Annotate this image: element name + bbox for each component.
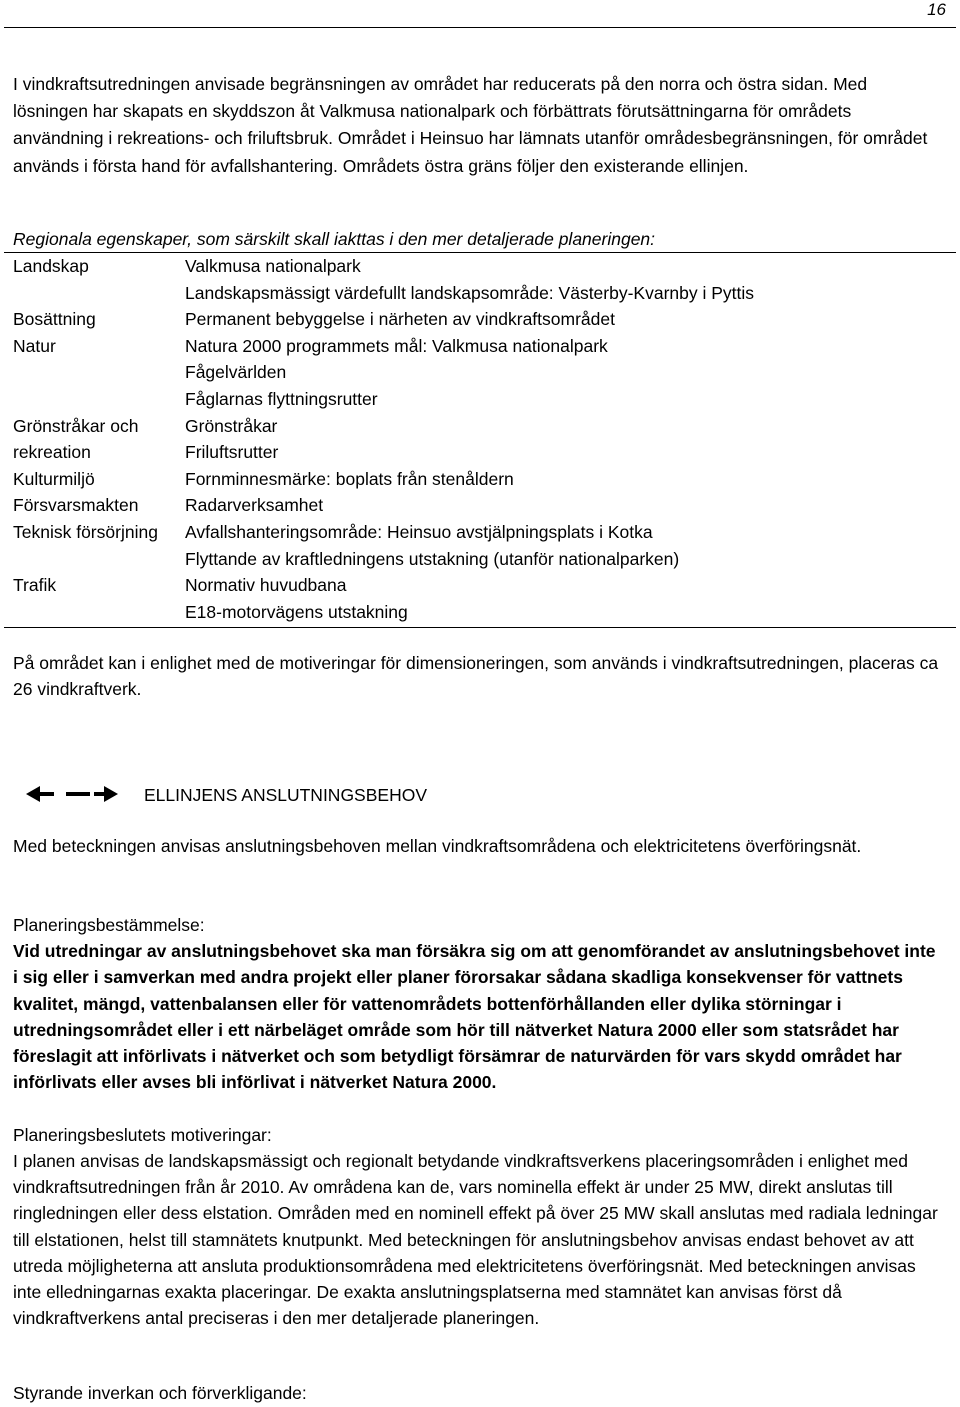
row-value: Landskapsmässigt värdefullt landskapsområde: Västerby-Kvarnby i Pyttis	[185, 282, 755, 303]
motivation-heading: Planeringsbeslutets motiveringar:	[13, 1125, 272, 1145]
table-row	[4, 413, 956, 466]
row-category: Bosättning	[13, 309, 96, 330]
row-value: Permanent bebyggelse i närheten av vindkraftsområdet	[185, 309, 615, 330]
row-value: Fåglarnas flyttningsrutter	[185, 388, 378, 409]
row-values	[185, 306, 956, 333]
row-category: Trafik	[13, 575, 57, 596]
row-values	[185, 333, 956, 413]
row-value: Fornminnesmärke: boplats från stenåldern	[185, 468, 514, 489]
row-value: Grönstråkar	[185, 415, 278, 436]
planning-regulation-text: Vid utredningar av anslutningsbehovet ska man försäkra sig om att genomförandet av anslutningsbehovet inte i sig eller i samverkan med andra projekt eller planer förorsakar sådana skadliga konsekvenser för vattnets kvalitet, mängd, vattenbalansen eller för vattenområdets bottenförhållanden eller dylika störningar i utredningsområdet eller i ett närbeläget område som hör till nätverket Natura 2000 eller som statsrådet har föreslagit att införlivats i nätverket och som betydligt försämrar de naturvärden för vars skydd området har införlivats eller avses bli införlivat i nätverket Natura 2000.	[13, 941, 936, 1093]
header-rule	[4, 27, 956, 28]
row-category: Försvarsmakten	[13, 495, 139, 516]
steering-heading: Styrande inverkan och förverkligande:	[13, 1383, 307, 1403]
intro-paragraph: I vindkraftsutredningen anvisade begränsningen av området har reducerats på den norra och östra sidan. Med lösningen har skapats en skyddszon åt Valkmusa nationalpark och förbättrats förutsättningarna för områdets användning i rekreations- och friluftsbruk. Området i Heinsuo har lämnats utanför områdesbegränsningen, för området används i första hand för avfallshantering. Områdets östra gräns följer den existerande ellinjen.	[13, 74, 928, 176]
row-category: Grönstråkar och rekreation	[13, 415, 139, 463]
row-values	[185, 519, 956, 572]
row-value: E18-motorvägens utstakning	[185, 601, 408, 622]
table-row	[4, 466, 956, 493]
motivation-text: I planen anvisas de landskapsmässigt och regionalt betydande vindkraftsverkens placeringsområden i enlighet med vindkraftsutredningen från år 2010. Av områdena kan de, vars nominella effekt är under 25 MW, direkt anslutas till ringledningen eller dess elstation. Områden med en nominell effekt på över 25 MW skall anslutas med radiala ledningar till elstationen, helst till stamnätets knutpunkt. Med beteckningen för anslutningsbehov anvisas endast behovet av att utreda möjligheterna att ansluta produktionsområdena med elektricitetens överföringsnät. Med beteckningen anvisas inte elledningarnas exakta placeringar. De exakta anslutningsplatserna med stamnätet kan anvisas först då vindkraftverkens antal preciseras i den mer detaljerade planeringen.	[13, 1151, 938, 1329]
row-value: Radarverksamhet	[185, 495, 324, 516]
table-row	[4, 572, 956, 625]
page-number: 16	[927, 0, 946, 19]
row-value: Normativ huvudbana	[185, 575, 347, 596]
table-row	[4, 519, 956, 572]
row-value: Friluftsrutter	[185, 442, 279, 463]
two-way-arrow-icon	[26, 782, 118, 806]
legend-description: Med beteckningen anvisas anslutningsbehoven mellan vindkraftsområdena och elektricitetens överföringsnät.	[13, 836, 862, 856]
row-values	[185, 492, 956, 519]
row-value: Natura 2000 programmets mål: Valkmusa nationalpark	[185, 335, 608, 356]
row-category: Landskap	[13, 256, 89, 276]
table-row	[4, 333, 956, 413]
row-value: Avfallshanteringsområde: Heinsuo avstjälpningsplats i Kotka	[185, 521, 653, 542]
row-category: Kulturmiljö	[13, 468, 95, 489]
table-row	[4, 306, 956, 333]
row-category: Teknisk försörjning	[13, 521, 158, 542]
summary-paragraph: På området kan i enlighet med de motiveringar för dimensioneringen, som används i vindkraftsutredningen, placeras ca 26 vindkraftverk.	[13, 653, 939, 700]
table-row	[4, 492, 956, 519]
regional-table-caption: Regionala egenskaper, som särskilt skall iakttas i den mer detaljerade planeringen:	[13, 229, 656, 249]
table-row	[4, 253, 956, 306]
row-values	[185, 572, 956, 625]
row-value: Fågelvärlden	[185, 362, 287, 383]
legend-title: ELLINJENS ANSLUTNINGSBEHOV	[144, 785, 427, 805]
row-values	[185, 253, 956, 306]
regional-properties-table	[4, 252, 956, 628]
row-value: Flyttande av kraftledningens utstakning (utanför nationalparken)	[185, 548, 680, 569]
row-values	[185, 466, 956, 493]
planning-regulation-heading: Planeringsbestämmelse:	[13, 915, 205, 935]
row-values	[185, 413, 956, 466]
row-value: Valkmusa nationalpark	[185, 256, 361, 276]
row-category: Natur	[13, 335, 56, 356]
